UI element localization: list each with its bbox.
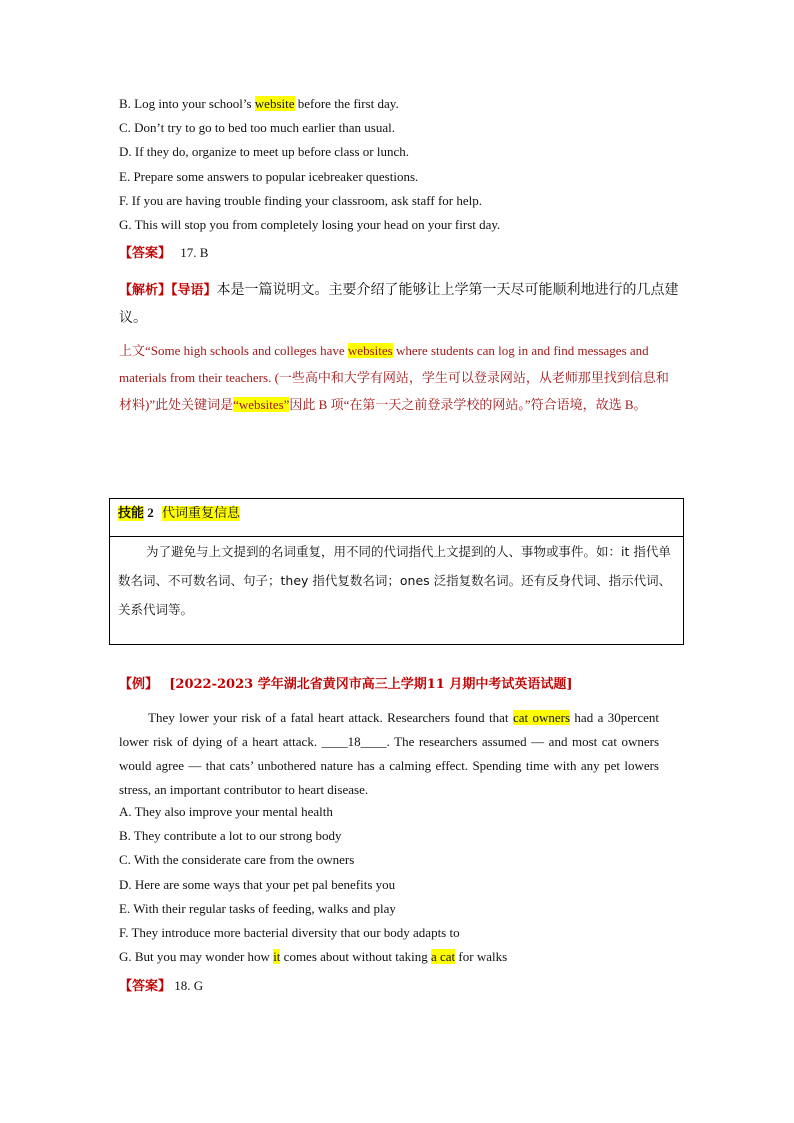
ex-option-b: B. They contribute a lot to our strong body	[119, 828, 342, 843]
answer-17	[119, 244, 208, 263]
option-f: F. If you are having trouble finding your classroom, ask staff for help.	[119, 193, 482, 208]
intro-tag: 【导语】	[171, 283, 217, 298]
analysis-17-detail: 上文“Some high schools and colleges have websites where students can log in and find messages and materials from their teachers. (一些高中和大学有网站，学生可以登录网站，从老师那里找到信息和材料)”此处关键词是“websites”因此 B 项“在第一天之前登录学校的网站。”符合语境，故选 B。	[119, 343, 669, 412]
ex-option-e: E. With their regular tasks of feeding, walks and play	[119, 901, 396, 916]
answer-18	[119, 977, 203, 996]
example-source: [2022-2023 学年湖北省黄冈市高三上学期11 月期中考试英语试题]	[169, 677, 573, 692]
option-c: C. Don’t try to go to bed too much earlier than usual.	[119, 120, 395, 135]
analysis-17	[119, 276, 681, 332]
skill-box-body: 为了避免与上文提到的名词重复，用不同的代词指代上文提到的人、事物或事件。如：it 指代单数名词、不可数名词、句子；they 指代复数名词；ones 泛指复数名词。还有反身代词、指示代词、关系代词等。	[118, 544, 672, 617]
skill-box	[109, 498, 684, 645]
example-heading	[119, 673, 572, 692]
highlight-websites: websites	[347, 343, 393, 358]
answer-value: 17. B	[180, 245, 209, 260]
option-b: B. Log into your school’s website before the first day.	[119, 96, 399, 111]
skill-box-title: 技能 2 代词重复信息	[118, 505, 241, 521]
analysis-intro: 本是一篇说明文。主要介绍了能够让上学第一天尽可能顺利地进行的几点建议。	[119, 282, 679, 326]
ex-option-d: D. Here are some ways that your pet pal benefits you	[119, 877, 396, 892]
example-tag: 【例】	[119, 677, 159, 692]
example-passage: They lower your risk of a fatal heart attack. Researchers found that cat owners had a 30percent lower risk of dying of a heart attack. ____18____. The researchers assumed — and most cat owners would agree — that cats’ unbothered nature has a calming effect. Spending time with any pet lowers stress, an important contributor to heart disease.	[119, 710, 659, 797]
highlight-keyword: “websites”	[233, 397, 290, 412]
answer-tag: 【答案】	[119, 979, 172, 994]
ex-option-g: G. But you may wonder how it comes about without taking a cat for walks	[119, 949, 508, 964]
answer-value: 18. G	[174, 978, 204, 993]
analysis-tag: 【解析】	[119, 283, 172, 298]
option-d: D. If they do, organize to meet up before class or lunch.	[119, 144, 409, 159]
highlight-it: it	[273, 949, 281, 964]
ex-option-f: F. They introduce more bacterial diversity that our body adapts to	[119, 925, 460, 940]
ex-option-c: C. With the considerate care from the owners	[119, 852, 355, 867]
skill-box-header	[110, 499, 683, 537]
answer-tag: 【答案】	[119, 246, 172, 261]
ex-option-a: A. They also improve your mental health	[119, 804, 333, 819]
option-g: G. This will stop you from completely losing your head on your first day.	[119, 217, 501, 232]
highlight-cat-owners: cat owners	[512, 710, 571, 725]
highlight-a-cat: a cat	[430, 949, 456, 964]
highlight-website: website	[254, 96, 295, 111]
option-e: E. Prepare some answers to popular icebreaker questions.	[119, 169, 419, 184]
